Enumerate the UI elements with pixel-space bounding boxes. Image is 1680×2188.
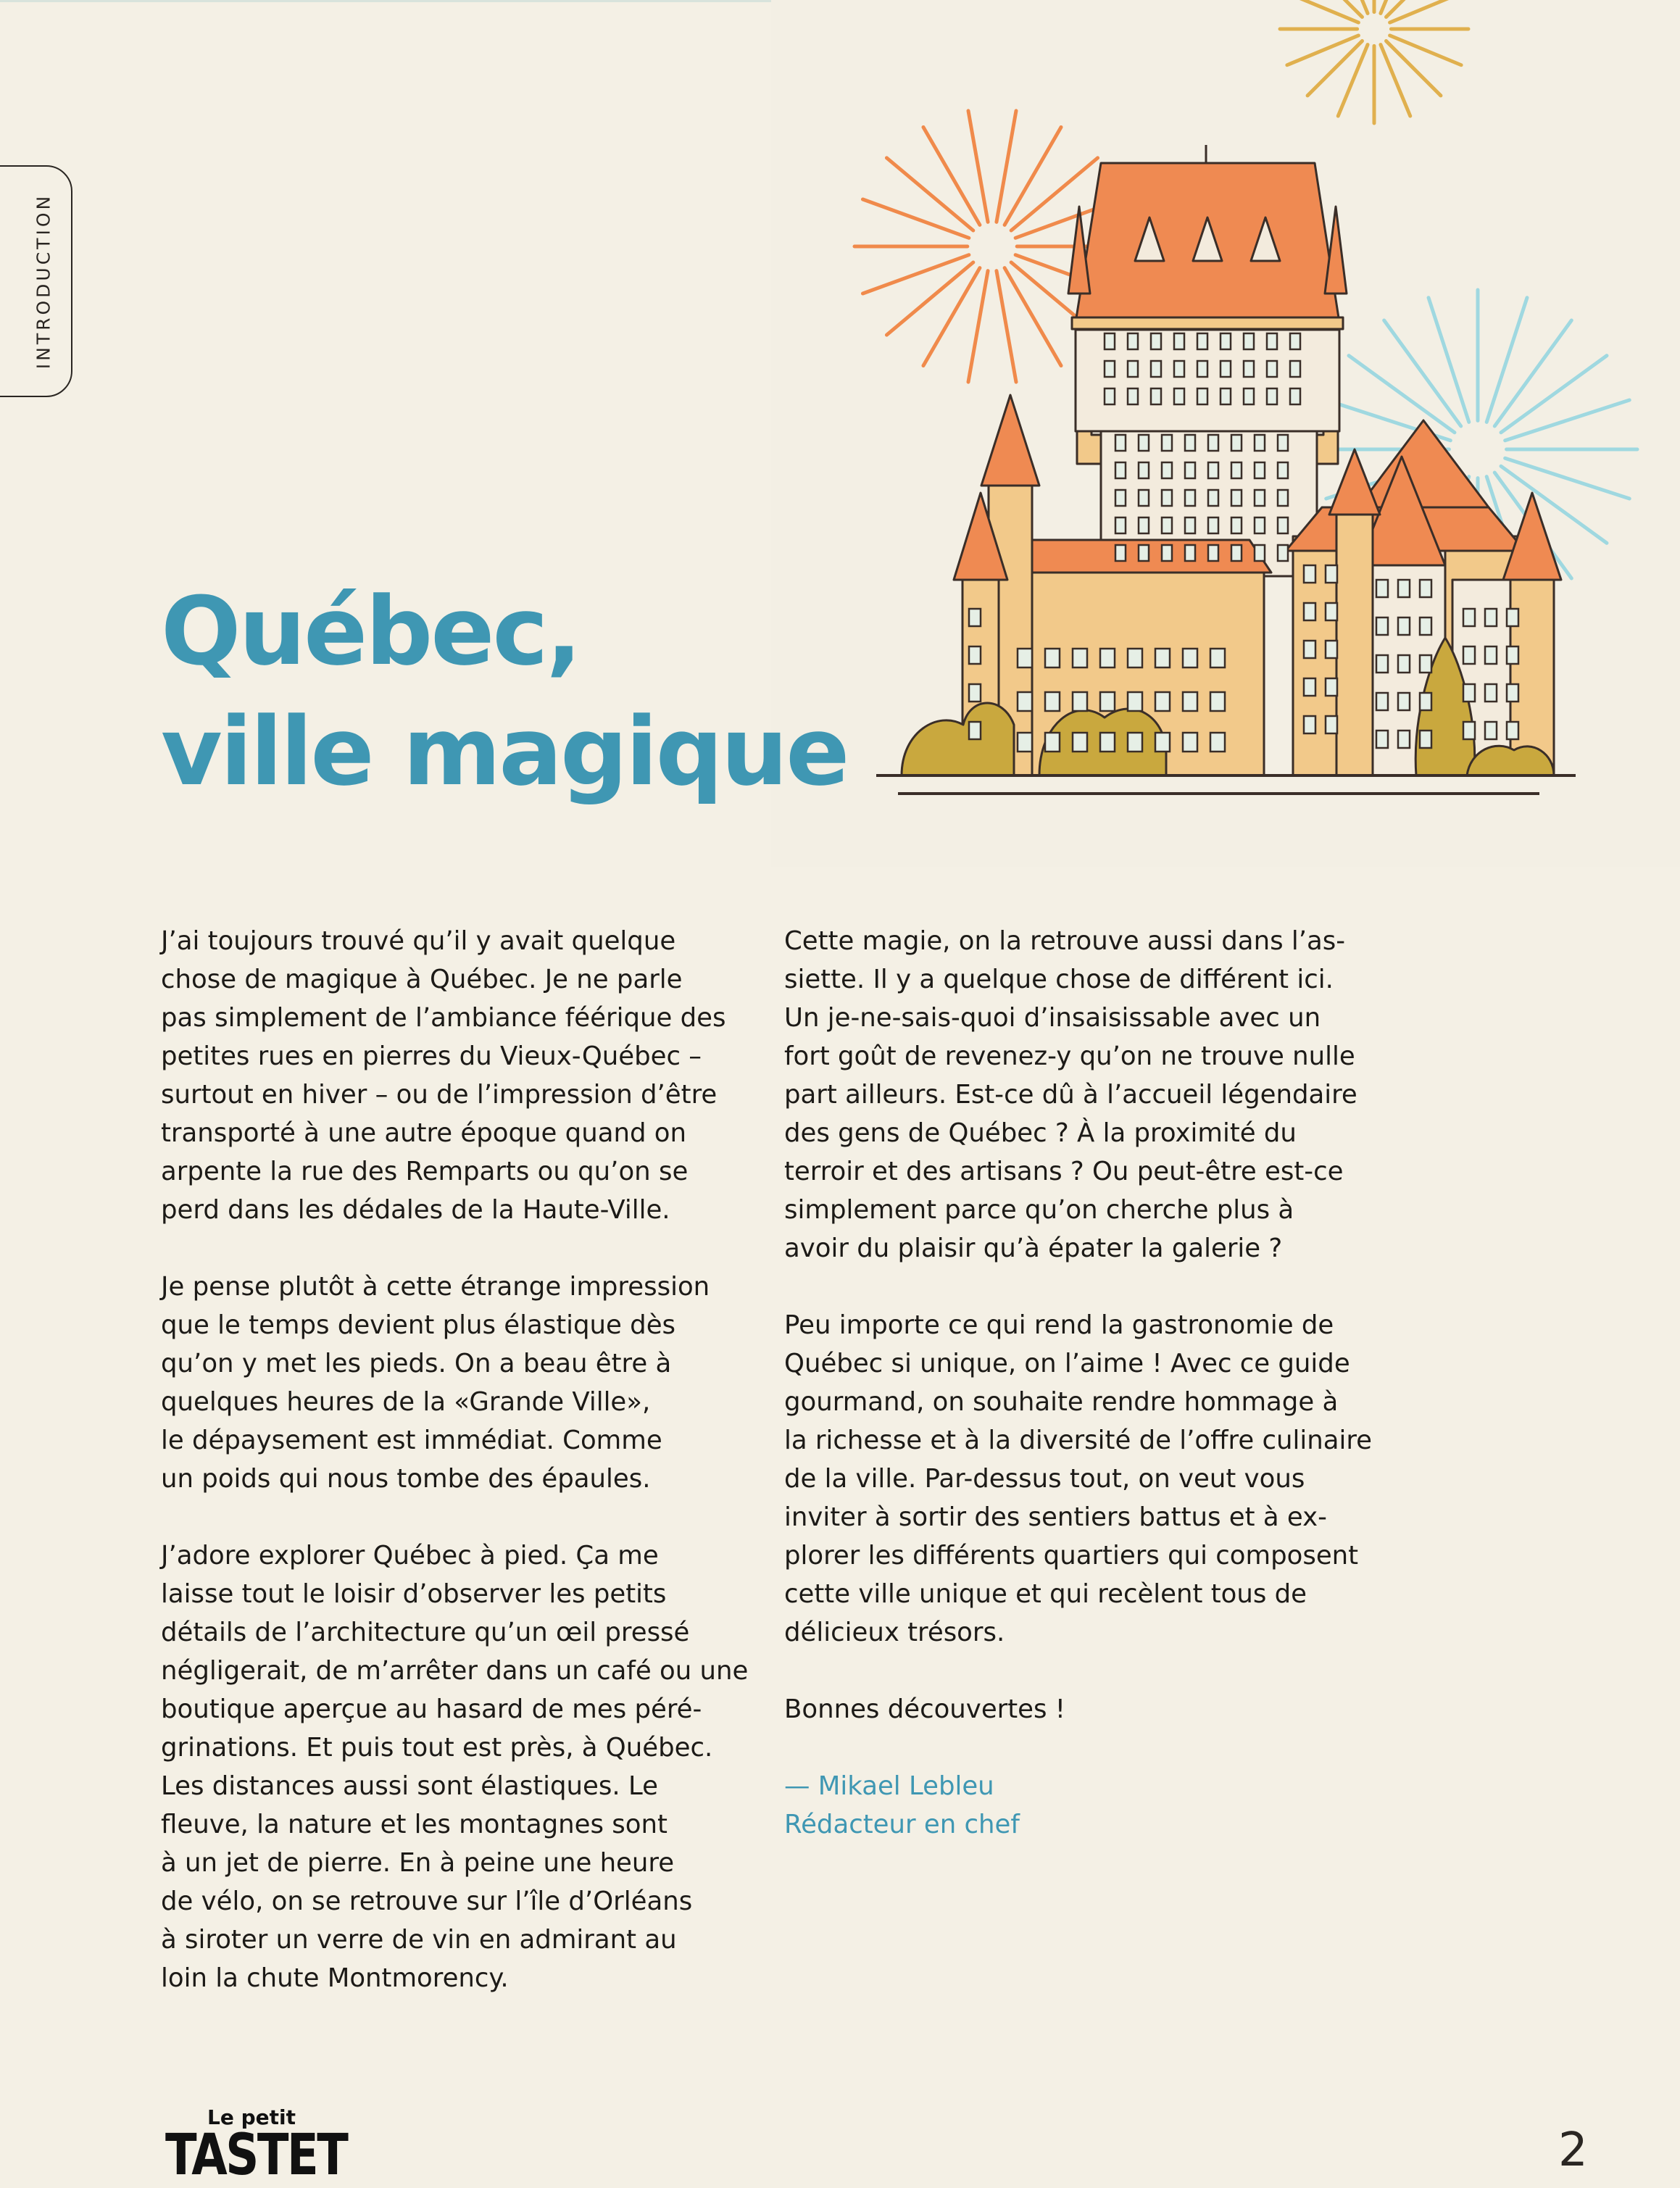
text-line: gourmand, on souhaite rendre hommage à	[784, 1387, 1339, 1417]
window	[1278, 545, 1288, 561]
window	[1185, 517, 1195, 533]
castle-illustration	[771, 0, 1680, 867]
window	[1174, 361, 1184, 377]
title-line: Québec,	[161, 576, 580, 686]
window	[969, 684, 981, 702]
window	[1139, 490, 1149, 506]
window	[1304, 565, 1315, 583]
window	[1139, 435, 1149, 451]
window	[1045, 649, 1060, 667]
title-line: ville magique	[161, 696, 848, 807]
text-line: Québec si unique, on l’aime ! Avec ce guide	[784, 1349, 1350, 1378]
text-line: laisse tout le loisir d’observer les petits	[161, 1579, 667, 1609]
window	[1507, 646, 1518, 664]
window	[1326, 678, 1337, 696]
window	[1231, 462, 1242, 478]
text-line: Peu importe ce qui rend la gastronomie de	[784, 1310, 1334, 1340]
window	[1115, 435, 1126, 451]
text-line: loin la chute Montmorency.	[161, 1963, 509, 1993]
window	[1155, 733, 1170, 752]
window	[1255, 490, 1265, 506]
window	[1073, 733, 1087, 752]
window	[1210, 733, 1225, 752]
right-column-paragraphs	[784, 922, 1373, 1729]
text-line: la richesse et à la diversité de l’offre culinaire	[784, 1426, 1373, 1455]
window	[1507, 609, 1518, 626]
signature-name: — Mikael Lebleu	[784, 1771, 994, 1801]
window	[1183, 733, 1197, 752]
body-paragraph	[161, 1268, 741, 1498]
window	[1183, 692, 1197, 711]
text-line: Cette magie, on la retrouve aussi dans l’as-	[784, 926, 1346, 956]
body-paragraph	[161, 1536, 749, 1997]
window	[1162, 435, 1172, 451]
window	[1155, 649, 1170, 667]
body-paragraph	[784, 922, 1364, 1268]
left-column	[161, 922, 749, 2036]
window	[1304, 716, 1315, 733]
window	[1267, 361, 1277, 377]
text-line: détails de l’architecture qu’un œil pressé	[161, 1618, 690, 1647]
window	[1420, 580, 1431, 597]
window	[1208, 517, 1218, 533]
text-line: surtout en hiver – ou de l’impression d’être	[161, 1080, 718, 1110]
text-line: arpente la rue des Remparts ou qu’on se	[161, 1157, 689, 1186]
text-line: grinations. Et puis tout est près, à Québec.	[161, 1733, 713, 1763]
text-line: boutique aperçue au hasard de mes péré-	[161, 1694, 702, 1724]
firework-burst	[1280, 0, 1468, 123]
window	[1162, 490, 1172, 506]
window	[1290, 361, 1300, 377]
window	[1304, 603, 1315, 620]
text-line: part ailleurs. Est-ce dû à l’accueil légendaire	[784, 1080, 1357, 1110]
window	[1420, 617, 1431, 635]
window	[1485, 609, 1497, 626]
window	[1185, 545, 1195, 561]
window	[1185, 435, 1195, 451]
logo-small-text: Le petit	[207, 2105, 296, 2129]
window	[1128, 649, 1142, 667]
window	[1162, 462, 1172, 478]
window	[1507, 722, 1518, 739]
text-line: Je pense plutôt à cette étrange impression	[161, 1272, 710, 1302]
text-line: qu’on y met les pieds. On a beau être à	[161, 1349, 672, 1378]
text-line: à siroter un verre de vin en admirant au	[161, 1925, 677, 1955]
window	[1376, 617, 1388, 635]
window	[1255, 435, 1265, 451]
logo-wordmark: TASTET	[165, 2123, 347, 2188]
text-line: petites rues en pierres du Vieux-Québec –	[161, 1041, 702, 1071]
window	[1128, 361, 1138, 377]
window	[1221, 361, 1231, 377]
signature	[784, 1767, 1364, 1844]
text-line: quelques heures de la «Grande Ville»,	[161, 1387, 651, 1417]
window	[1485, 646, 1497, 664]
window	[1231, 435, 1242, 451]
window	[1100, 649, 1115, 667]
window	[1278, 517, 1288, 533]
section-tab-label: INTRODUCTION	[33, 193, 54, 370]
window	[1463, 646, 1475, 664]
window	[1128, 733, 1142, 752]
window	[1485, 722, 1497, 739]
window	[969, 722, 981, 739]
window	[1151, 388, 1161, 404]
window	[1420, 655, 1431, 673]
window	[1221, 333, 1231, 349]
window	[1208, 435, 1218, 451]
window	[1115, 517, 1126, 533]
window	[1185, 462, 1195, 478]
window	[969, 609, 981, 626]
window	[1221, 388, 1231, 404]
window	[1267, 333, 1277, 349]
window	[1398, 655, 1410, 673]
window	[1255, 462, 1265, 478]
window	[1463, 722, 1475, 739]
window	[1185, 490, 1195, 506]
body-paragraph	[784, 1690, 1364, 1729]
window	[1018, 733, 1032, 752]
window	[1100, 692, 1115, 711]
text-line: le dépaysement est immédiat. Comme	[161, 1426, 662, 1455]
text-line: siette. Il y a quelque chose de différent ici.	[784, 965, 1334, 994]
text-line: pas simplement de l’ambiance féérique des	[161, 1003, 726, 1033]
window	[1278, 462, 1288, 478]
window	[1376, 580, 1388, 597]
window	[1231, 545, 1242, 561]
window	[1326, 641, 1337, 658]
window	[1018, 692, 1032, 711]
illustration-panel	[771, 0, 1680, 867]
window	[969, 646, 981, 664]
window	[1485, 684, 1497, 702]
window	[1105, 333, 1115, 349]
text-line: terroir et des artisans ? Ou peut-être est-ce	[784, 1157, 1344, 1186]
window	[1115, 545, 1126, 561]
window	[1208, 462, 1218, 478]
text-line: plorer les différents quartiers qui composent	[784, 1541, 1359, 1571]
window	[1183, 649, 1197, 667]
window	[1115, 462, 1126, 478]
text-line: à un jet de pierre. En à peine une heure	[161, 1848, 675, 1878]
text-line: J’ai toujours trouvé qu’il y avait quelque	[161, 926, 676, 956]
text-line: délicieux trésors.	[784, 1618, 1005, 1647]
window	[1290, 388, 1300, 404]
window	[1507, 684, 1518, 702]
window	[1244, 388, 1254, 404]
window	[1244, 333, 1254, 349]
window	[1326, 565, 1337, 583]
window	[1420, 731, 1431, 748]
window	[1174, 333, 1184, 349]
window	[1278, 490, 1288, 506]
text-line: avoir du plaisir qu’à épater la galerie ?	[784, 1234, 1283, 1263]
window	[1139, 462, 1149, 478]
body-paragraph	[784, 1306, 1373, 1652]
window	[1128, 388, 1138, 404]
window	[1139, 517, 1149, 533]
window	[1073, 649, 1087, 667]
window	[1162, 545, 1172, 561]
window	[1420, 693, 1431, 710]
text-line: Bonnes découvertes !	[784, 1694, 1066, 1724]
text-line: Un je-ne-sais-quoi d’insaisissable avec un	[784, 1003, 1321, 1033]
window	[1267, 388, 1277, 404]
window	[1151, 333, 1161, 349]
window	[1255, 545, 1265, 561]
text-line: Les distances aussi sont élastiques. Le	[161, 1771, 658, 1801]
text-line: que le temps devient plus élastique dès	[161, 1310, 676, 1340]
window	[1376, 655, 1388, 673]
text-line: inviter à sortir des sentiers battus et à ex-	[784, 1502, 1327, 1532]
window	[1255, 517, 1265, 533]
window	[1398, 580, 1410, 597]
window	[1326, 603, 1337, 620]
window	[1210, 692, 1225, 711]
text-line: de vélo, on se retrouve sur l’île d’Orléans	[161, 1887, 693, 1916]
page-title	[161, 571, 847, 812]
window	[1018, 649, 1032, 667]
text-line: fleuve, la nature et les montagnes sont	[161, 1810, 668, 1839]
window	[1463, 684, 1475, 702]
text-line: des gens de Québec ? À la proximité du	[784, 1118, 1297, 1148]
window	[1278, 435, 1288, 451]
text-line: transporté à une autre époque quand on	[161, 1118, 687, 1148]
window	[1151, 361, 1161, 377]
window	[1326, 716, 1337, 733]
window	[1208, 490, 1218, 506]
text-line: chose de magique à Québec. Je ne parle	[161, 965, 683, 994]
text-line: un poids qui nous tombe des épaules.	[161, 1464, 651, 1494]
window	[1115, 490, 1126, 506]
window	[1398, 693, 1410, 710]
window	[1231, 517, 1242, 533]
window	[1398, 617, 1410, 635]
window	[1139, 545, 1149, 561]
window	[1100, 733, 1115, 752]
window	[1463, 609, 1475, 626]
window	[1197, 333, 1207, 349]
window	[1304, 678, 1315, 696]
window	[1073, 692, 1087, 711]
right-column	[784, 922, 1373, 1882]
window	[1045, 733, 1060, 752]
text-line: cette ville unique et qui recèlent tous de	[784, 1579, 1307, 1609]
window	[1128, 333, 1138, 349]
window	[1304, 641, 1315, 658]
window	[1174, 388, 1184, 404]
window	[1231, 490, 1242, 506]
text-line: fort goût de revenez-y qu’on ne trouve nulle	[784, 1041, 1355, 1071]
window	[1155, 692, 1170, 711]
text-line: négligerait, de m’arrêter dans un café ou une	[161, 1656, 749, 1686]
window	[1197, 361, 1207, 377]
signature-role: Rédacteur en chef	[784, 1810, 1020, 1839]
text-line: de la ville. Par-dessus tout, on veut vous	[784, 1464, 1305, 1494]
window	[1162, 517, 1172, 533]
text-line: J’adore explorer Québec à pied. Ça me	[161, 1541, 659, 1571]
body-paragraph	[161, 922, 741, 1229]
window	[1105, 388, 1115, 404]
window	[1244, 361, 1254, 377]
window	[1398, 731, 1410, 748]
window	[1376, 731, 1388, 748]
page-number: 2	[1558, 2123, 1588, 2177]
text-line: simplement parce qu’on cherche plus à	[784, 1195, 1294, 1225]
window	[1376, 693, 1388, 710]
text-line: perd dans les dédales de la Haute-Ville.	[161, 1195, 670, 1225]
window	[1210, 649, 1225, 667]
window	[1105, 361, 1115, 377]
window	[1290, 333, 1300, 349]
window	[1197, 388, 1207, 404]
window	[1128, 692, 1142, 711]
window	[1045, 692, 1060, 711]
window	[1208, 545, 1218, 561]
